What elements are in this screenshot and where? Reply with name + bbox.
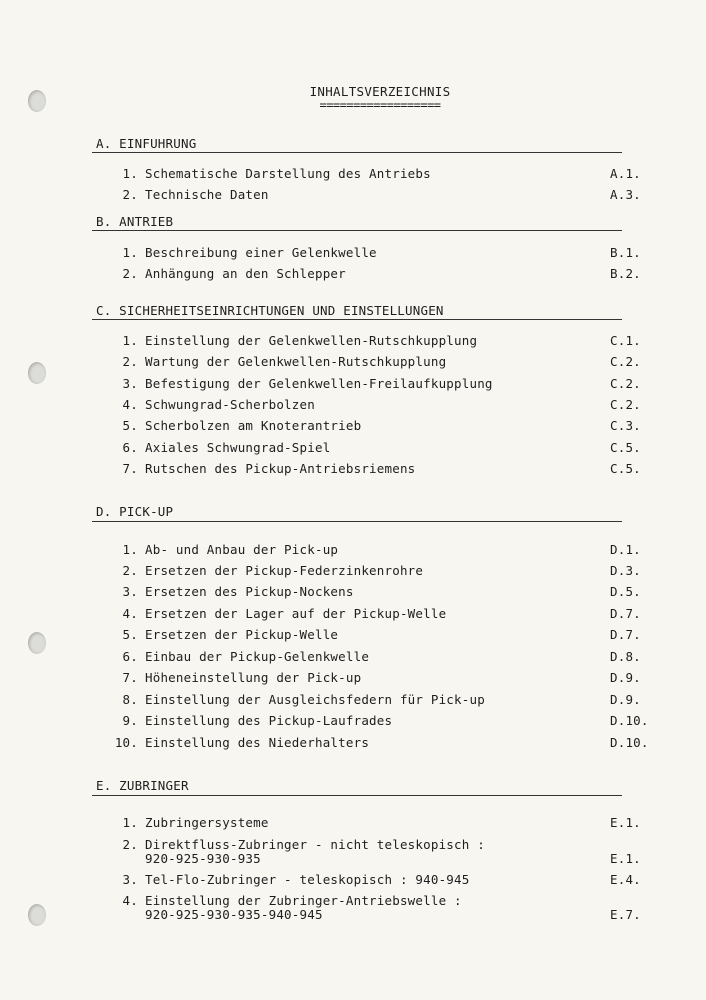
section-heading-a: A. EINFUHRUNG	[96, 136, 197, 151]
item-number: 6.	[122, 440, 138, 455]
item-label-continuation: 920-925-930-935	[145, 851, 261, 866]
item-number: 3.	[122, 376, 138, 391]
item-number: 1.	[122, 333, 138, 348]
item-label: Direktfluss-Zubringer - nicht teleskopisch :	[145, 837, 485, 852]
item-label: Rutschen des Pickup-Antriebsriemens	[145, 461, 416, 476]
item-label: Anhängung an den Schlepper	[145, 266, 346, 281]
item-label: Ersetzen der Lager auf der Pickup-Welle	[145, 606, 447, 621]
item-label: Einstellung des Niederhalters	[145, 735, 370, 750]
item-label: Befestigung der Gelenkwellen-Freilaufkupplung	[145, 376, 493, 391]
item-number: 5.	[122, 418, 138, 433]
section-rule-e	[92, 795, 622, 796]
item-page-ref: C.2.	[610, 397, 641, 412]
item-number: 3.	[122, 872, 138, 887]
item-page-ref: D.9.	[610, 692, 641, 707]
item-number: 4.	[122, 397, 138, 412]
item-number: 3.	[122, 584, 138, 599]
item-page-ref: A.1.	[610, 166, 641, 181]
item-number: 4.	[122, 893, 138, 908]
item-page-ref: A.3.	[610, 187, 641, 202]
item-page-ref: D.7.	[610, 606, 641, 621]
item-page-ref: D.8.	[610, 649, 641, 664]
punch-hole-4	[28, 904, 46, 926]
item-number: 1.	[122, 245, 138, 260]
item-page-ref: C.5.	[610, 440, 641, 455]
item-label: Einstellung des Pickup-Laufrades	[145, 713, 393, 728]
item-number: 9.	[122, 713, 138, 728]
section-heading-b: B. ANTRIEB	[96, 214, 174, 229]
item-number: 10.	[114, 735, 138, 750]
item-page-ref: C.3.	[610, 418, 641, 433]
item-page-ref: E.7.	[610, 907, 641, 922]
title-underline: ==================	[319, 98, 441, 112]
item-label: Beschreibung einer Gelenkwelle	[145, 245, 377, 260]
section-rule-b	[92, 230, 622, 231]
item-label: Ersetzen des Pickup-Nockens	[145, 584, 354, 599]
item-number: 4.	[122, 606, 138, 621]
item-number: 5.	[122, 627, 138, 642]
section-heading-c: C. SICHERHEITSEINRICHTUNGEN UND EINSTELLUNGEN	[96, 303, 444, 318]
item-page-ref: C.2.	[610, 376, 641, 391]
section-rule-a	[92, 152, 622, 153]
item-label: Schematische Darstellung des Antriebs	[145, 166, 431, 181]
item-number: 7.	[122, 670, 138, 685]
item-number: 2.	[122, 266, 138, 281]
item-label: Einstellung der Gelenkwellen-Rutschkupplung	[145, 333, 478, 348]
item-label: Höheneinstellung der Pick-up	[145, 670, 362, 685]
item-page-ref: C.1.	[610, 333, 641, 348]
item-page-ref: D.3.	[610, 563, 641, 578]
item-label: Wartung der Gelenkwellen-Rutschkupplung	[145, 354, 447, 369]
item-page-ref: E.4.	[610, 872, 641, 887]
item-page-ref: E.1.	[610, 815, 641, 830]
item-label: Scherbolzen am Knoterantrieb	[145, 418, 362, 433]
item-label: Axiales Schwungrad-Spiel	[145, 440, 331, 455]
item-page-ref: D.5.	[610, 584, 641, 599]
item-number: 1.	[122, 542, 138, 557]
item-page-ref: B.1.	[610, 245, 641, 260]
item-label: Ersetzen der Pickup-Federzinkenrohre	[145, 563, 424, 578]
item-page-ref: C.5.	[610, 461, 641, 476]
section-rule-c	[92, 319, 622, 320]
item-page-ref: D.9.	[610, 670, 641, 685]
section-heading-d: D. PICK-UP	[96, 504, 174, 519]
document-title: INHALTSVERZEICHNIS	[309, 84, 451, 99]
item-label: Einbau der Pickup-Gelenkwelle	[145, 649, 370, 664]
item-label: Tel-Flo-Zubringer - teleskopisch : 940-945	[145, 872, 470, 887]
item-number: 8.	[122, 692, 138, 707]
item-label-continuation: 920-925-930-935-940-945	[145, 907, 323, 922]
item-number: 2.	[122, 837, 138, 852]
item-page-ref: C.2.	[610, 354, 641, 369]
item-label: Schwungrad-Scherbolzen	[145, 397, 315, 412]
item-page-ref: D.1.	[610, 542, 641, 557]
item-number: 1.	[122, 166, 138, 181]
item-number: 2.	[122, 187, 138, 202]
item-page-ref: B.2.	[610, 266, 641, 281]
item-page-ref: D.10.	[610, 735, 649, 750]
punch-hole-3	[28, 632, 46, 654]
item-label: Technische Daten	[145, 187, 269, 202]
item-label: Ersetzen der Pickup-Welle	[145, 627, 339, 642]
section-rule-d	[92, 521, 622, 522]
item-label: Einstellung der Ausgleichsfedern für Pick-up	[145, 692, 485, 707]
item-label: Zubringersysteme	[145, 815, 269, 830]
punch-hole-2	[28, 362, 46, 384]
section-heading-e: E. ZUBRINGER	[96, 778, 189, 793]
item-number: 7.	[122, 461, 138, 476]
item-page-ref: D.7.	[610, 627, 641, 642]
item-number: 1.	[122, 815, 138, 830]
item-number: 6.	[122, 649, 138, 664]
item-label: Einstellung der Zubringer-Antriebswelle :	[145, 893, 462, 908]
item-page-ref: D.10.	[610, 713, 649, 728]
item-number: 2.	[122, 354, 138, 369]
item-label: Ab- und Anbau der Pick-up	[145, 542, 339, 557]
item-page-ref: E.1.	[610, 851, 641, 866]
item-number: 2.	[122, 563, 138, 578]
